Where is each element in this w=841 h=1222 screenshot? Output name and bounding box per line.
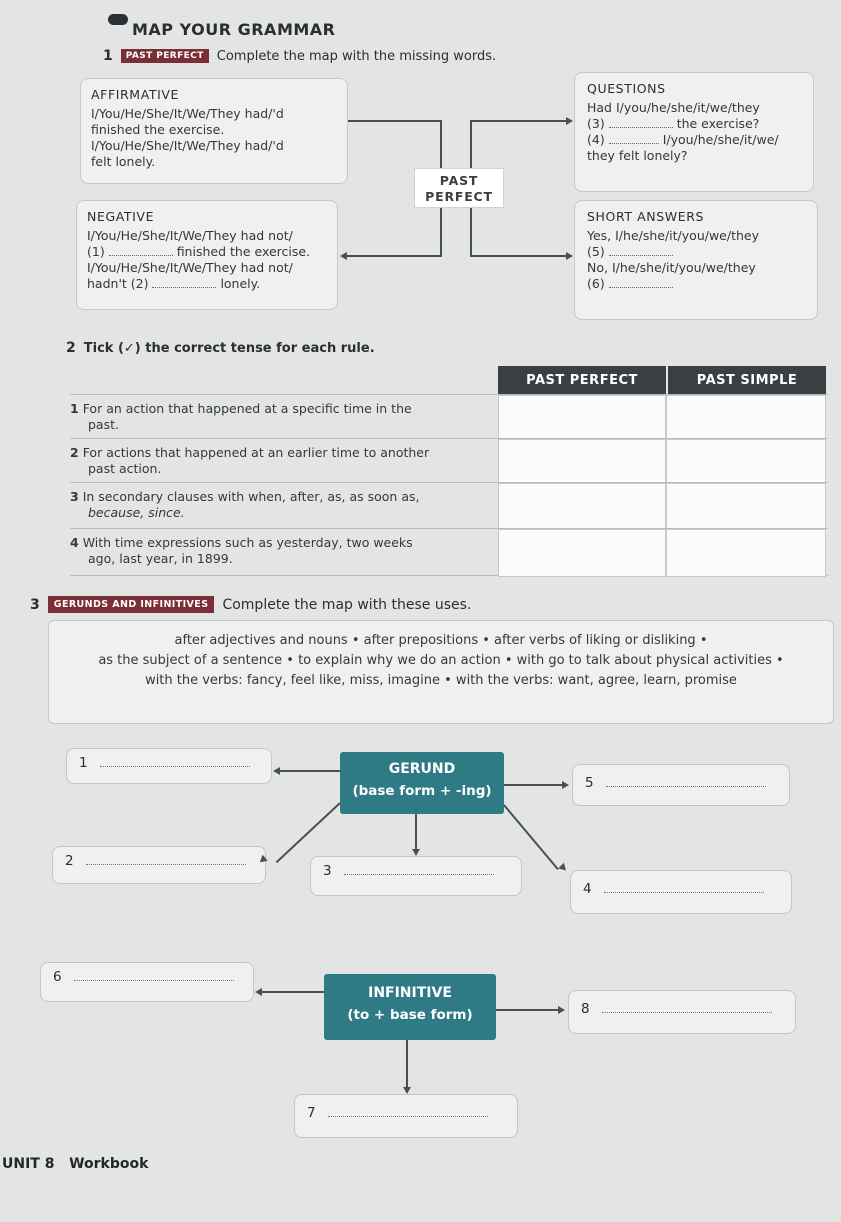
ex3-instruction: Complete the map with these uses. [222,596,472,613]
short-answers-blank-6[interactable] [609,278,673,288]
negative-line2-wrap [87,244,327,260]
connector-short-answers [470,255,567,257]
arrow-down-icon [412,849,420,856]
rule-2-text [70,445,490,477]
connector-affirmative [348,120,442,122]
ex1-heading [103,48,496,64]
connector-infinitive-7 [406,1040,408,1088]
arrow-right-icon [566,117,573,125]
gerund-slot-3[interactable] [310,856,522,896]
slot-6-num: 6 [53,969,62,985]
connector-infinitive-8 [496,1009,558,1011]
tick-cell-3-past-simple[interactable] [666,483,826,529]
gerund-line2: (base form + -ing) [352,783,492,799]
center-line1: PAST [439,173,479,188]
connector-up-left [440,120,442,168]
affirmative-line1: I/You/He/She/It/We/They had/'d [91,106,284,121]
questions-line2: the exercise? [676,116,760,131]
slot-7-num: 7 [307,1105,316,1121]
ex3-heading [30,596,471,613]
connector-negative [346,255,442,257]
slot-2-line [86,855,246,865]
infinitive-slot-8[interactable] [568,990,796,1034]
negative-line3: I/You/He/She/It/We/They had not/ [87,260,293,275]
arrow-left-icon [340,252,347,260]
rule-4-line2: ago, last year, in 1899. [88,551,233,566]
arrow-left-icon [273,767,280,775]
arrow-right-icon [558,863,569,874]
rule-4-num: 4 [70,535,79,550]
uses-box [48,620,834,724]
tick-cell-3-past-perfect[interactable] [498,483,666,529]
ex3-tag: GERUNDS AND INFINITIVES [48,596,215,613]
questions-line1: Had I/you/he/she/it/we/they [587,100,760,115]
tick-cell-1-past-perfect[interactable] [498,395,666,439]
slot-2-num: 2 [65,853,74,869]
rule-1-num: 1 [70,401,79,416]
arrow-down-icon [403,1087,411,1094]
gerund-slot-2[interactable] [52,846,266,884]
negative-heading: NEGATIVE [87,209,155,224]
ex2-number: 2 [66,340,76,356]
rule-2-num: 2 [70,445,79,460]
questions-blank-3-label: (3) [587,116,605,131]
questions-line3-wrap [587,132,803,148]
rule-3-text [70,489,490,521]
connector-down-left [440,208,442,256]
questions-blank-4-label: (4) [587,132,605,147]
slot-8-line [602,1003,772,1013]
slot-4-line [604,883,764,893]
table-row [70,528,828,576]
connector-gerund-5 [504,784,562,786]
rule-4-line1: With time expressions such as yesterday, two weeks [82,535,413,550]
tick-cell-1-past-simple[interactable] [666,395,826,439]
rule-1-text [70,401,490,433]
short-answers-heading: SHORT ANSWERS [587,209,705,224]
negative-blank-1[interactable] [109,246,173,256]
col-past-simple: PAST SIMPLE [668,366,826,396]
uses-line3: with the verbs: fancy, feel like, miss, imagine • with the verbs: want, agree, learn, promise [145,673,737,688]
tick-cell-4-past-perfect[interactable] [498,529,666,577]
short-answers-blank-5[interactable] [609,246,673,256]
affirmative-line3: I/You/He/She/It/We/They had/'d [91,138,284,153]
infinitive-line2: (to + base form) [347,1007,473,1023]
gerund-line1: GERUND [388,761,456,777]
questions-heading: QUESTIONS [587,81,666,96]
table-row [70,438,828,482]
slot-7-line [328,1107,488,1117]
tick-cell-2-past-perfect[interactable] [498,439,666,483]
rule-4-text [70,535,490,567]
connector-gerund-2 [276,802,341,863]
footer-unit: UNIT 8 Workbook [2,1156,149,1172]
affirmative-heading: AFFIRMATIVE [91,87,180,102]
arrow-left-icon [255,988,262,996]
short-answers-blank-5-label: (5) [587,244,605,259]
questions-box [574,72,814,192]
negative-blank-2[interactable] [152,278,216,288]
connector-questions [470,120,567,122]
arrow-right-icon [562,781,569,789]
slot-1-line [100,757,250,767]
rule-3-num: 3 [70,489,79,504]
slot-5-num: 5 [585,775,594,791]
negative-blank-1-label: (1) [87,244,105,259]
questions-line2-wrap [587,116,803,132]
slot-3-num: 3 [323,863,332,879]
rule-3-line1: In secondary clauses with when, after, as, as soon as, [82,489,420,504]
negative-line4: lonely. [220,276,261,291]
uses-line1: after adjectives and nouns • after prepositions • after verbs of liking or disliking • [174,633,708,648]
infinitive-slot-6[interactable] [40,962,254,1002]
negative-box [76,200,338,310]
short-answers-box [574,200,818,320]
rule-1-line1: For an action that happened at a specific time in the [82,401,412,416]
gerund-slot-4[interactable] [570,870,792,914]
connector-gerund-1 [280,770,340,772]
table-row [70,482,828,528]
questions-line4: they felt lonely? [587,148,688,163]
slot-4-num: 4 [583,881,592,897]
arrow-right-icon [558,1006,565,1014]
negative-line4-wrap [87,276,327,292]
ex3-number: 3 [30,596,40,613]
infinitive-node [324,974,496,1040]
ex1-instruction: Complete the map with the missing words. [216,48,497,64]
slot-8-num: 8 [581,1001,590,1017]
short-answers-blank-5-wrap [587,244,807,260]
short-answers-line2: No, I/he/she/it/you/we/they [587,260,756,275]
arrow-right-icon [566,252,573,260]
rule-3-line2: because, since. [88,505,185,520]
infinitive-line1: INFINITIVE [368,985,452,1001]
gerund-slot-5[interactable] [572,764,790,806]
gerund-node [340,752,504,814]
past-perfect-center [414,168,504,208]
connector-up-right [470,120,472,168]
rule-2-line2: past action. [88,461,162,476]
affirmative-line2: finished the exercise. [91,122,225,137]
page-title: MAP YOUR GRAMMAR [132,20,336,39]
affirmative-line4: felt lonely. [91,154,156,169]
slot-6-line [74,971,234,981]
ex2-instruction: Tick (✓) the correct tense for each rule. [83,340,375,356]
table-row [70,394,828,438]
negative-line2: finished the exercise. [176,244,311,259]
short-answers-blank-6-wrap [587,276,807,292]
gerund-slot-1[interactable] [66,748,272,784]
infinitive-slot-7[interactable] [294,1094,518,1138]
negative-line1: I/You/He/She/It/We/They had not/ [87,228,293,243]
negative-blank-2-label: hadn't (2) [87,276,149,291]
ex1-number: 1 [103,48,113,64]
ex1-tag: PAST PERFECT [121,49,209,63]
ex2-heading [66,340,375,356]
rule-2-line1: For actions that happened at an earlier time to another [82,445,430,460]
questions-blank-4[interactable] [609,134,659,144]
slot-1-num: 1 [79,755,88,771]
rule-1-line2: past. [88,417,119,432]
short-answers-blank-6-label: (6) [587,276,605,291]
center-line2: PERFECT [425,189,493,204]
slot-5-line [606,777,766,787]
bullet-dot-icon [108,14,128,25]
affirmative-box [80,78,348,184]
connector-down-right [470,208,472,256]
questions-blank-3[interactable] [609,118,673,128]
tick-cell-4-past-simple[interactable] [666,529,826,577]
questions-line3: I/you/he/she/it/we/ [662,132,779,147]
uses-line2: as the subject of a sentence • to explain why we do an action • with go to talk about physical activities • [98,653,784,668]
slot-3-line [344,865,494,875]
col-past-perfect: PAST PERFECT [498,366,666,396]
tick-cell-2-past-simple[interactable] [666,439,826,483]
short-answers-line1: Yes, I/he/she/it/you/we/they [587,228,759,243]
connector-gerund-3 [415,814,417,850]
connector-infinitive-6 [262,991,324,993]
